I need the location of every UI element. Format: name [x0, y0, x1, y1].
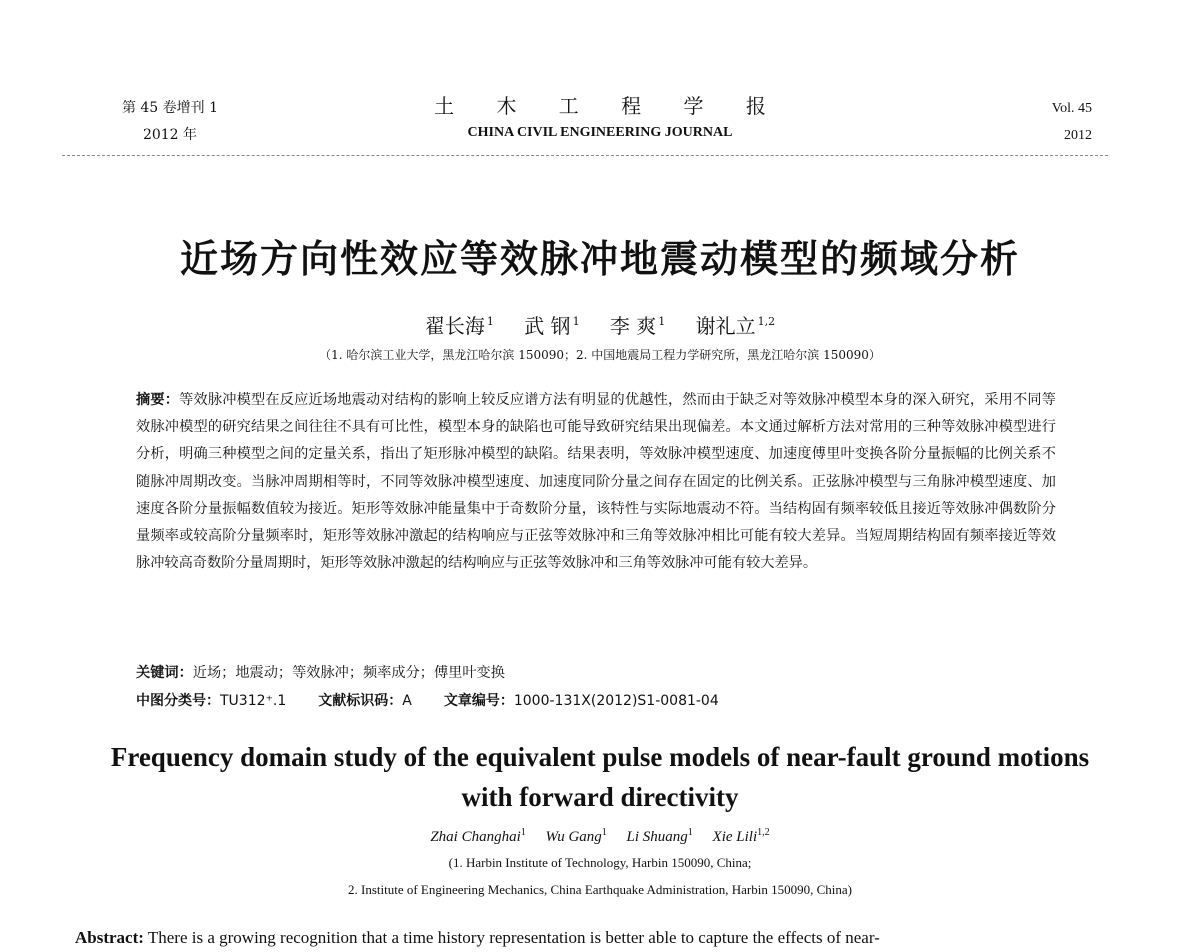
author-en: Xie Lili$^{1,2}$: [712, 827, 770, 845]
year-en: 2012: [1064, 128, 1092, 143]
affiliation-cn: （1. 哈尔滨工业大学，黑龙江哈尔滨 150090；2. 中国地震局工程力学研究所，黑龙江哈尔滨 150090）: [319, 348, 881, 362]
journal-name-en: CHINA CIVIL ENGINEERING JOURNAL: [467, 125, 733, 140]
authors-en: [0, 827, 1200, 846]
abstract-cn-text: 等效脉冲模型在反应近场地震动对结构的影响上较反应谱方法有明显的优越性，然而由于缺乏对等效脉冲模型本身的深入研究，采用不同等效脉冲模型的研究结果之间往往不具有可比性，模型本身的缺陷也可能导致研究结果出现偏差。本文通过解析方法对常用的三种等效脉冲模型进行分析，明确三种模型之间的定量关系，指出了矩形脉冲模型的缺陷。结果表明，等效脉冲模型速度、加速度傅里叶变换各阶分量振幅的比例关系不随脉冲周期改变。当脉冲周期相等时，不同等效脉冲模型速度、加速度同阶分量之间存在固定的比例关系。正弦脉冲模型与三角脉冲模型速度、加速度各阶分量振幅数值较为接近。矩形等效脉冲能量集中于奇数阶分量，该特性与实际地震动不符。当结构固有频率较低且接近等效脉冲偶数阶分量频率或较高阶分量频率时，矩形等效脉冲激起的结构响应与正弦等效脉冲和三角等效脉冲相比可能有较大差异。当短周期结构固有频率接近等效脉冲较高奇数阶分量周期时，矩形等效脉冲激起的结构响应与正弦等效脉冲和三角等效脉冲可能有较大差异。: [136, 392, 1056, 572]
keywords-cn-text: 近场；地震动；等效脉冲；频率成分；傅里叶变换: [192, 665, 505, 681]
journal-issue-right: [972, 95, 1092, 149]
clc-value: TU312⁺.1: [220, 693, 287, 709]
article-number-label: 文章编号：: [443, 693, 514, 709]
paper-title-cn: 近场方向性效应等效脉冲地震动模型的频域分析: [179, 237, 1020, 281]
author-cn: 李 爽 $^1$: [609, 314, 666, 338]
abstract-cn: [136, 387, 1056, 577]
abstract-en-label: Abstract:: [75, 928, 144, 947]
author-cn: 谢礼立 $^{1,2}$: [695, 314, 776, 338]
author-cn: 武 钢 $^1$: [524, 314, 580, 338]
journal-issue-left: [90, 95, 250, 149]
keywords-cn-label: 关键词：: [136, 665, 193, 681]
year-cn: 2012 年: [142, 127, 198, 143]
author-en: Li Shuang$^1$: [626, 827, 693, 845]
journal-name-cn: 土 木 工 程 学 报: [434, 94, 784, 118]
volume-en: Vol. 45: [1051, 101, 1092, 116]
volume-issue-cn: 第 45 卷增刊 1: [121, 100, 219, 116]
author-cn: 翟长海 $^1$: [424, 314, 494, 338]
keywords-cn: [136, 661, 1056, 685]
paper-title-en: Frequency domain study of the equivalent pulse models of near-fault ground motions with forward directivity: [110, 742, 1090, 812]
clc-label: 中图分类号：: [136, 693, 220, 709]
article-number-value: 1000-131X(2012)S1-0081-04: [513, 693, 719, 709]
affiliation-en-2: 2. Institute of Engineering Mechanics, China Earthquake Administration, Harbin 150090, China): [347, 882, 852, 897]
classification-line: [136, 689, 1056, 713]
authors-cn: [0, 310, 1200, 339]
doc-code-value: A: [402, 693, 412, 709]
abstract-en-text: There is a growing recognition that a time history representation is better able to capture the effects of near-: [143, 928, 880, 947]
affiliation-en-1: (1. Harbin Institute of Technology, Harbin 150090, China;: [448, 855, 752, 870]
doc-code-label: 文献标识码：: [318, 693, 403, 709]
journal-name: [300, 92, 900, 144]
abstract-en: [75, 925, 1135, 951]
abstract-cn-label: 摘要：: [136, 392, 180, 408]
author-en: Wu Gang$^1$: [545, 827, 607, 845]
header-divider: [62, 155, 1108, 156]
author-en: Zhai Changhai$^1$: [430, 827, 526, 845]
